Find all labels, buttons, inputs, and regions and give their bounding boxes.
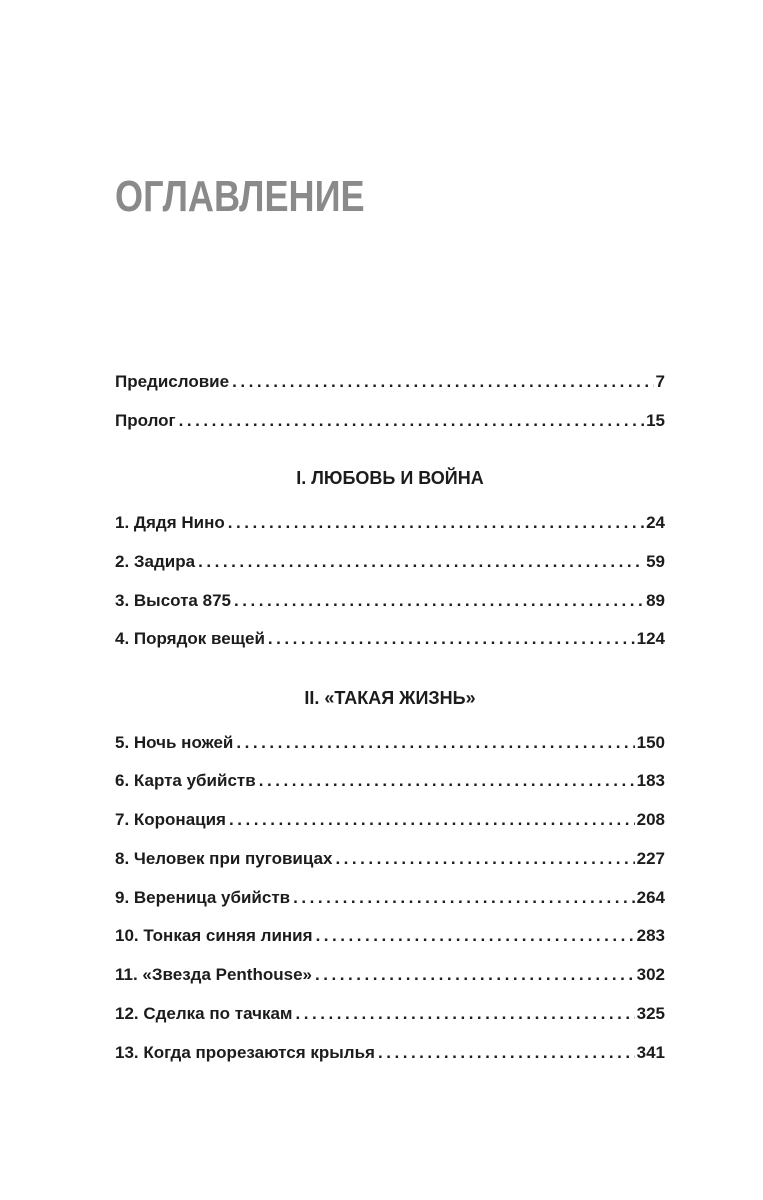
leader-dots <box>259 768 635 794</box>
toc-entry-label: 2. Задира <box>115 552 196 571</box>
leader-dots <box>232 369 653 395</box>
page-title: ОГЛАВЛЕНИЕ <box>115 172 365 221</box>
toc-entry-label: 11. «Звезда Penthouse» <box>115 965 312 984</box>
toc-entry-page: 89 <box>646 591 665 610</box>
leader-dots <box>179 408 644 434</box>
leader-dots <box>236 730 634 756</box>
toc-entry-page: 150 <box>636 733 665 752</box>
toc-entry-page: 183 <box>636 771 665 790</box>
leader-dots <box>378 1040 635 1066</box>
toc-entry-preface[interactable] <box>115 369 665 395</box>
toc-entry-label: 10. Тонкая синяя линия <box>115 926 313 945</box>
leader-dots <box>229 807 635 833</box>
toc-entry-page: 264 <box>636 888 665 907</box>
toc-entry-label: 4. Порядок вещей <box>115 629 265 648</box>
toc-entry-page: 7 <box>655 372 665 391</box>
toc-entry[interactable] <box>115 1001 665 1027</box>
leader-dots <box>296 1001 635 1027</box>
toc-entry-prologue[interactable] <box>115 408 665 434</box>
toc-entry[interactable] <box>115 807 665 833</box>
toc-entry[interactable] <box>115 923 665 949</box>
toc-entry-page: 24 <box>646 513 665 532</box>
leader-dots <box>316 923 635 949</box>
leader-dots <box>268 626 635 652</box>
toc-entry[interactable] <box>115 1040 665 1066</box>
leader-dots <box>234 588 644 614</box>
section-heading-part-2: II. «ТАКАЯ ЖИЗНЬ» <box>304 688 476 708</box>
toc-entry-label: 7. Коронация <box>115 810 226 829</box>
toc-entry-label: 6. Карта убийств <box>115 771 256 790</box>
leader-dots <box>228 510 644 536</box>
toc-entry-page: 208 <box>636 810 665 829</box>
toc-entry-label: 3. Высота 875 <box>115 591 231 610</box>
toc-entry-page: 59 <box>646 552 665 571</box>
toc-entry-label: 13. Когда прорезаются крылья <box>115 1043 375 1062</box>
toc-entry-page: 227 <box>636 849 665 868</box>
leader-dots <box>198 549 644 575</box>
toc-entry-page: 341 <box>636 1043 665 1062</box>
toc-entry-label: 12. Сделка по тачкам <box>115 1004 293 1023</box>
toc-entry-label: 8. Человек при пуговицах <box>115 849 333 868</box>
toc-entry-page: 283 <box>636 926 665 945</box>
toc-entry[interactable] <box>115 846 665 872</box>
toc-entry-label: 5. Ночь ножей <box>115 733 234 752</box>
toc-entry-label: 9. Вереница убийств <box>115 888 291 907</box>
toc-entry-page: 124 <box>636 629 665 648</box>
leader-dots <box>335 846 634 872</box>
leader-dots <box>315 962 635 988</box>
toc-entry[interactable] <box>115 626 665 652</box>
toc-entry[interactable] <box>115 768 665 794</box>
toc-entry[interactable] <box>115 962 665 988</box>
toc-entry-label: 1. Дядя Нино <box>115 513 225 532</box>
toc-entry[interactable] <box>115 730 665 756</box>
toc-entry-page: 325 <box>636 1004 665 1023</box>
section-heading-part-1: I. ЛЮБОВЬ И ВОЙНА <box>296 468 484 488</box>
toc-entry-label: Пролог <box>115 411 176 430</box>
leader-dots <box>293 885 635 911</box>
toc-entry[interactable] <box>115 885 665 911</box>
toc-entry[interactable] <box>115 549 665 575</box>
toc-entry[interactable] <box>115 588 665 614</box>
toc-entry-label: Предисловие <box>115 372 230 391</box>
toc-entry-page: 302 <box>636 965 665 984</box>
toc-entry-page: 15 <box>646 411 665 430</box>
toc-entry[interactable] <box>115 510 665 536</box>
